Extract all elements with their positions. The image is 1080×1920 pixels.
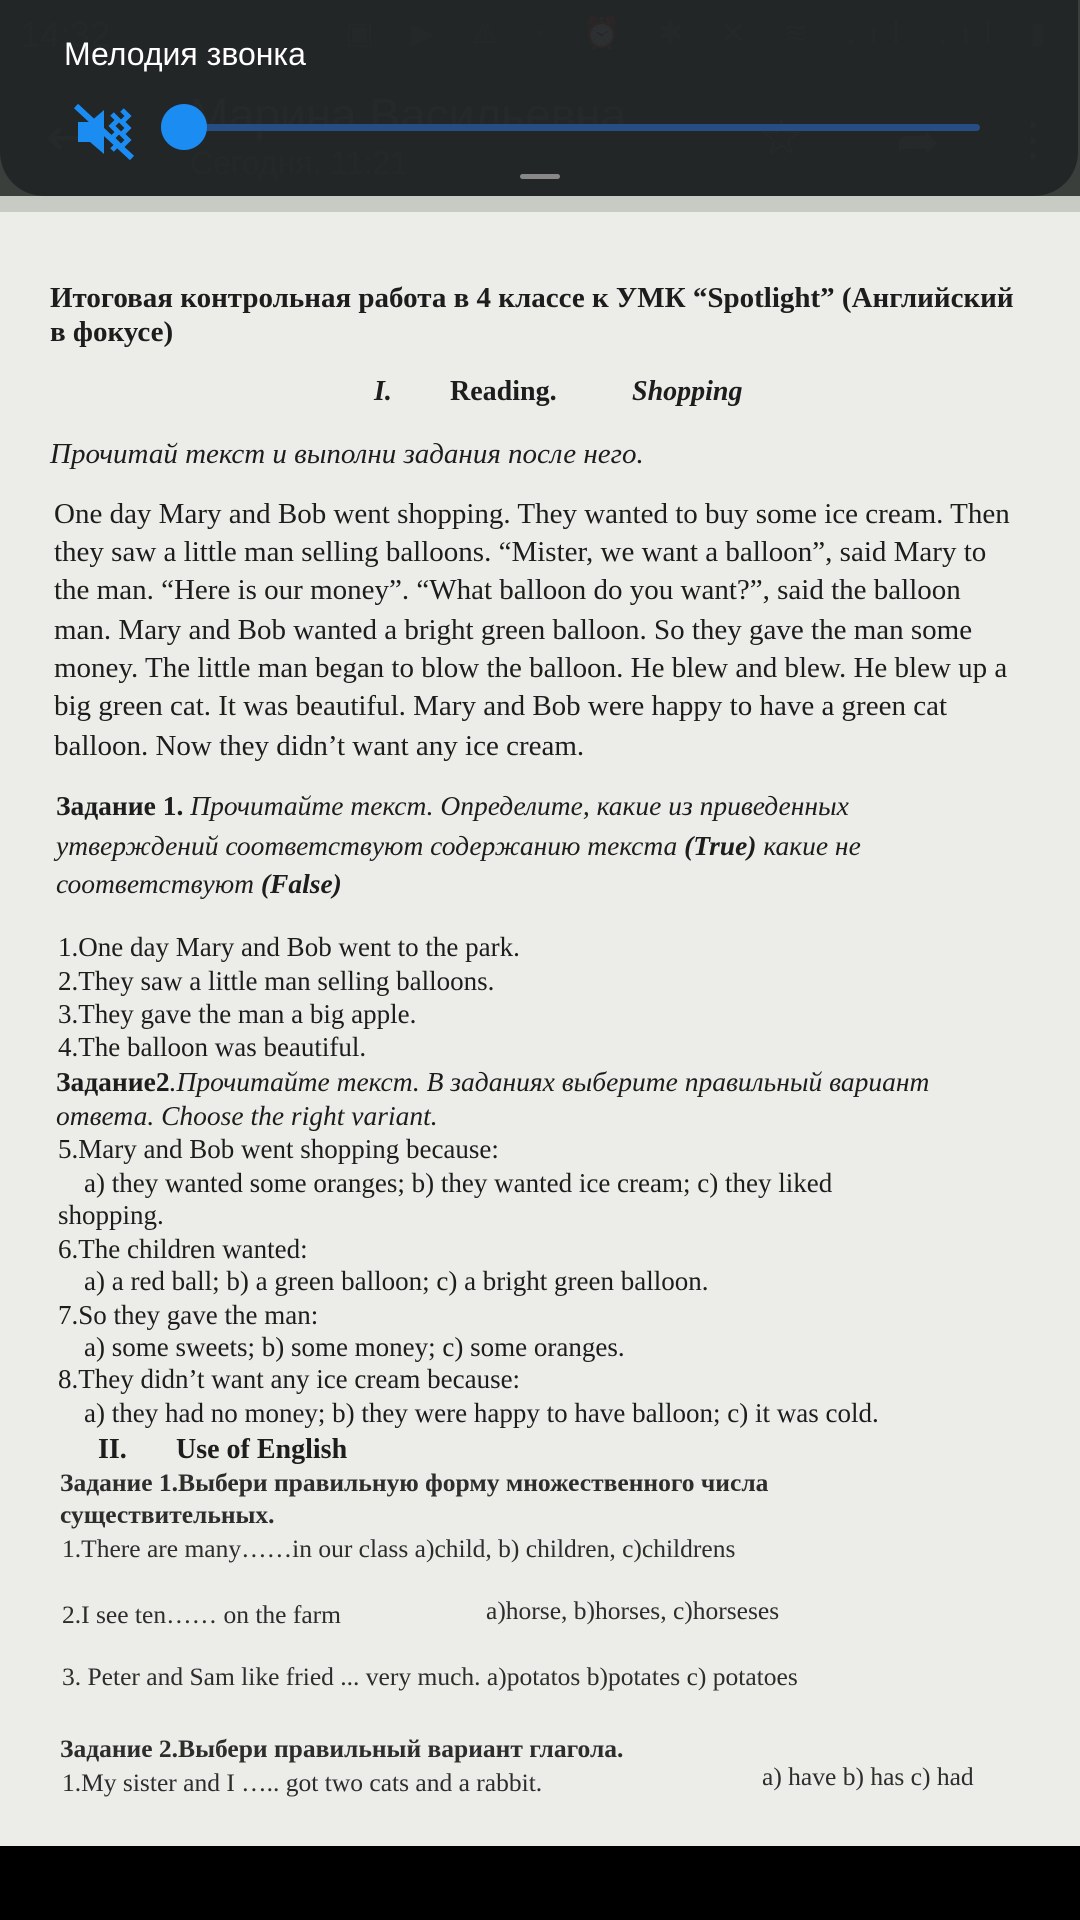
answer-options-cont: shopping. <box>58 1200 164 1230</box>
true-label: (True) <box>684 830 757 861</box>
task-1-line-3 <box>56 868 342 900</box>
panel-drag-handle[interactable] <box>520 174 560 179</box>
statement: 3.They gave the man a big apple. <box>58 999 417 1029</box>
grammar-item: 1.My sister and I ….. got two cats and a rabbit. <box>62 1768 543 1797</box>
grammar-item: 2.I see ten…… on the farm <box>62 1600 341 1629</box>
text-line: the man. “Here is our money”. “What balloon do you want?”, said the balloon <box>54 574 961 606</box>
question: 8.They didn’t want any ice cream because: <box>58 1364 521 1394</box>
section-1-topic: Shopping <box>632 376 743 407</box>
task-1-text: какие не <box>763 830 861 861</box>
reading-instruction: Прочитай текст и выполни задания после него. <box>50 438 644 470</box>
grammar-item-options: a) have b) has c) had <box>762 1762 974 1791</box>
text-line: big green cat. It was beautiful. Mary and Bob were happy to have a green cat <box>54 690 948 722</box>
doc-title-line-2: в фокусе) <box>50 316 174 348</box>
question: 6.The children wanted: <box>58 1234 308 1264</box>
answer-options: a) they had no money; b) they were happy to have balloon; c) it was cold. <box>84 1398 879 1428</box>
grammar-item-options: a)horse, b)horses, c)horseses <box>486 1596 780 1625</box>
false-label: (False) <box>260 868 342 899</box>
volume-slider-track[interactable] <box>184 124 980 131</box>
task-2-heading <box>56 1066 929 1098</box>
question: 7.So they gave the man: <box>58 1300 319 1330</box>
document-photo <box>0 196 1080 1846</box>
section-1-number: I. <box>374 376 392 407</box>
answer-options: a) a red ball; b) a green balloon; c) a bright green balloon. <box>84 1266 709 1296</box>
task-1-line-2 <box>56 830 861 862</box>
volume-slider-thumb[interactable] <box>161 104 207 150</box>
text-line: money. The little man began to blow the balloon. He blew and blew. He blew up a <box>54 652 1008 684</box>
section-2-name: Use of English <box>176 1434 348 1465</box>
grammar-task-2-heading: Задание 2.Выбери правильный вариант глагола. <box>60 1734 624 1763</box>
task-2-line-2: ответа. Choose the right variant. <box>56 1100 438 1131</box>
text-line: balloon. Now they didn’t want any ice cream. <box>54 730 585 762</box>
answer-options: a) they wanted some oranges; b) they wanted ice cream; c) they liked <box>84 1168 833 1198</box>
statement: 4.The balloon was beautiful. <box>58 1032 367 1062</box>
text-line: One day Mary and Bob went shopping. They wanted to buy some ice cream. Then <box>54 498 1010 530</box>
photo-edge <box>0 196 1080 212</box>
text-line: man. Mary and Bob wanted a bright green balloon. So they gave the man some <box>54 614 973 646</box>
doc-title-line-1: Итоговая контрольная работа в 4 классе к УМК “Spotlight” (Английский <box>50 282 1014 314</box>
grammar-task-1-heading: Задание 1.Выбери правильную форму множественного числа <box>60 1468 769 1497</box>
section-2-number: II. <box>98 1434 127 1465</box>
task-1-heading <box>56 790 849 822</box>
answer-options: a) some sweets; b) some money; c) some oranges. <box>84 1332 625 1362</box>
bottom-black-area <box>0 1846 1080 1920</box>
statement: 1.One day Mary and Bob went to the park. <box>58 932 520 962</box>
task-2-text: .Прочитайте текст. В заданиях выберите правильный вариант <box>169 1066 930 1097</box>
task-1-text: утверждений соответствуют содержанию текста <box>56 830 678 861</box>
task-1-label: Задание 1. <box>56 790 184 821</box>
vibrate-mute-icon[interactable] <box>74 104 134 160</box>
task-1-text: Прочитайте текст. Определите, какие из приведенных <box>190 790 849 821</box>
volume-stream-label: Мелодия звонка <box>64 36 306 72</box>
task-1-text: соответствуют <box>56 868 254 899</box>
task-2-label: Задание2 <box>56 1066 170 1097</box>
volume-panel <box>0 0 1078 196</box>
section-1-name: Reading. <box>450 376 557 407</box>
text-line: they saw a little man selling balloons. “Mister, we want a balloon”, said Mary to <box>54 536 987 568</box>
grammar-task-1-heading-2: существительных. <box>60 1500 275 1529</box>
question: 5.Mary and Bob went shopping because: <box>58 1134 499 1164</box>
statement: 2.They saw a little man selling balloons. <box>58 966 495 996</box>
grammar-item: 1.There are many……in our class a)child, b) children, c)childrens <box>62 1534 736 1563</box>
grammar-item: 3. Peter and Sam like fried ... very much. a)potatos b)potates c) potatoes <box>62 1662 798 1691</box>
